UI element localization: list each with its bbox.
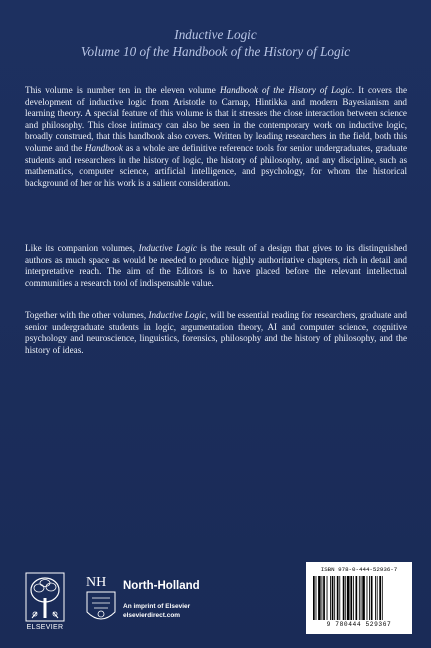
svg-text:NH: NH (86, 575, 107, 590)
description-paragraph-1 (25, 85, 407, 189)
p2-text-a: Like its companion volumes, (25, 243, 139, 253)
imprint-note: An imprint of Elsevier (123, 603, 191, 610)
description-paragraph-3 (25, 310, 407, 356)
p1-italic-handbook-title: Handbook of the History of Logic (219, 85, 352, 95)
p3-text-a: Together with the other volumes, (25, 310, 149, 320)
isbn-label: ISBN 978-0-444-52936-7 (320, 566, 398, 573)
cover-title (0, 26, 431, 60)
north-holland-seal-icon (84, 572, 118, 630)
p1-text-e: as a whole are definitive reference tools for senior undergraduates, graduate students and researchers in the history of logic, the history of philosophy, and any discipline, such as mathematics, computer science, artificial intelligence, and psychology, for whom the historical background of her or his work is a salient consideration. (25, 142, 407, 188)
p3-text-c: , will be essential reading for researchers, graduate and senior undergraduate students in logic, argumentation theory, AI and computer science, cognitive psychology and neuroscience, linguistics, forensics, philosophy and the history of philosophy, and the history of ideas. (25, 310, 407, 355)
p3-italic-title: Inductive Logic (148, 310, 206, 320)
title-line-2: Volume 10 of the Handbook of the History of Logic (80, 44, 351, 59)
p2-italic-title: Inductive Logic (138, 243, 197, 253)
barcode-bars-icon (312, 576, 406, 620)
p2-text-c: is the result of a design that gives to its distinguished authors as much space as would be needed to produce highly authoritative chapters, rich in detail and interpretative reach. The aim of the Editors is to have placed before the relevant intellectual communities a research tool of indispensable value. (25, 243, 408, 288)
p1-text-a: This volume is number ten in the eleven volume (25, 85, 220, 95)
elsevier-label: ELSEVIER (26, 624, 64, 631)
barcode-digits: 9 780444 529367 (326, 621, 392, 628)
imprint-name: North-Holland (123, 580, 200, 592)
description-paragraph-2 (25, 243, 407, 289)
title-line-1: Inductive Logic (174, 27, 257, 42)
isbn-barcode (306, 562, 412, 634)
p1-italic-handbook: Handbook (84, 142, 123, 153)
p1-text-c: . It covers the development of inductive logic from Aristotle to Carnap, Hintikka and modern Bayesianism and learning theory. A special feature of this volume is that it stresses the close interaction between science and philosophy. This close intimacy can also be seen in the contemporary work on inductive logic, broadly construed, that this handbook also covers. Written by leading researchers in the field, both this volume and the (25, 85, 407, 153)
elsevier-tree-logo-icon (25, 572, 65, 630)
publisher-website: elsevierdirect.com (123, 612, 181, 619)
